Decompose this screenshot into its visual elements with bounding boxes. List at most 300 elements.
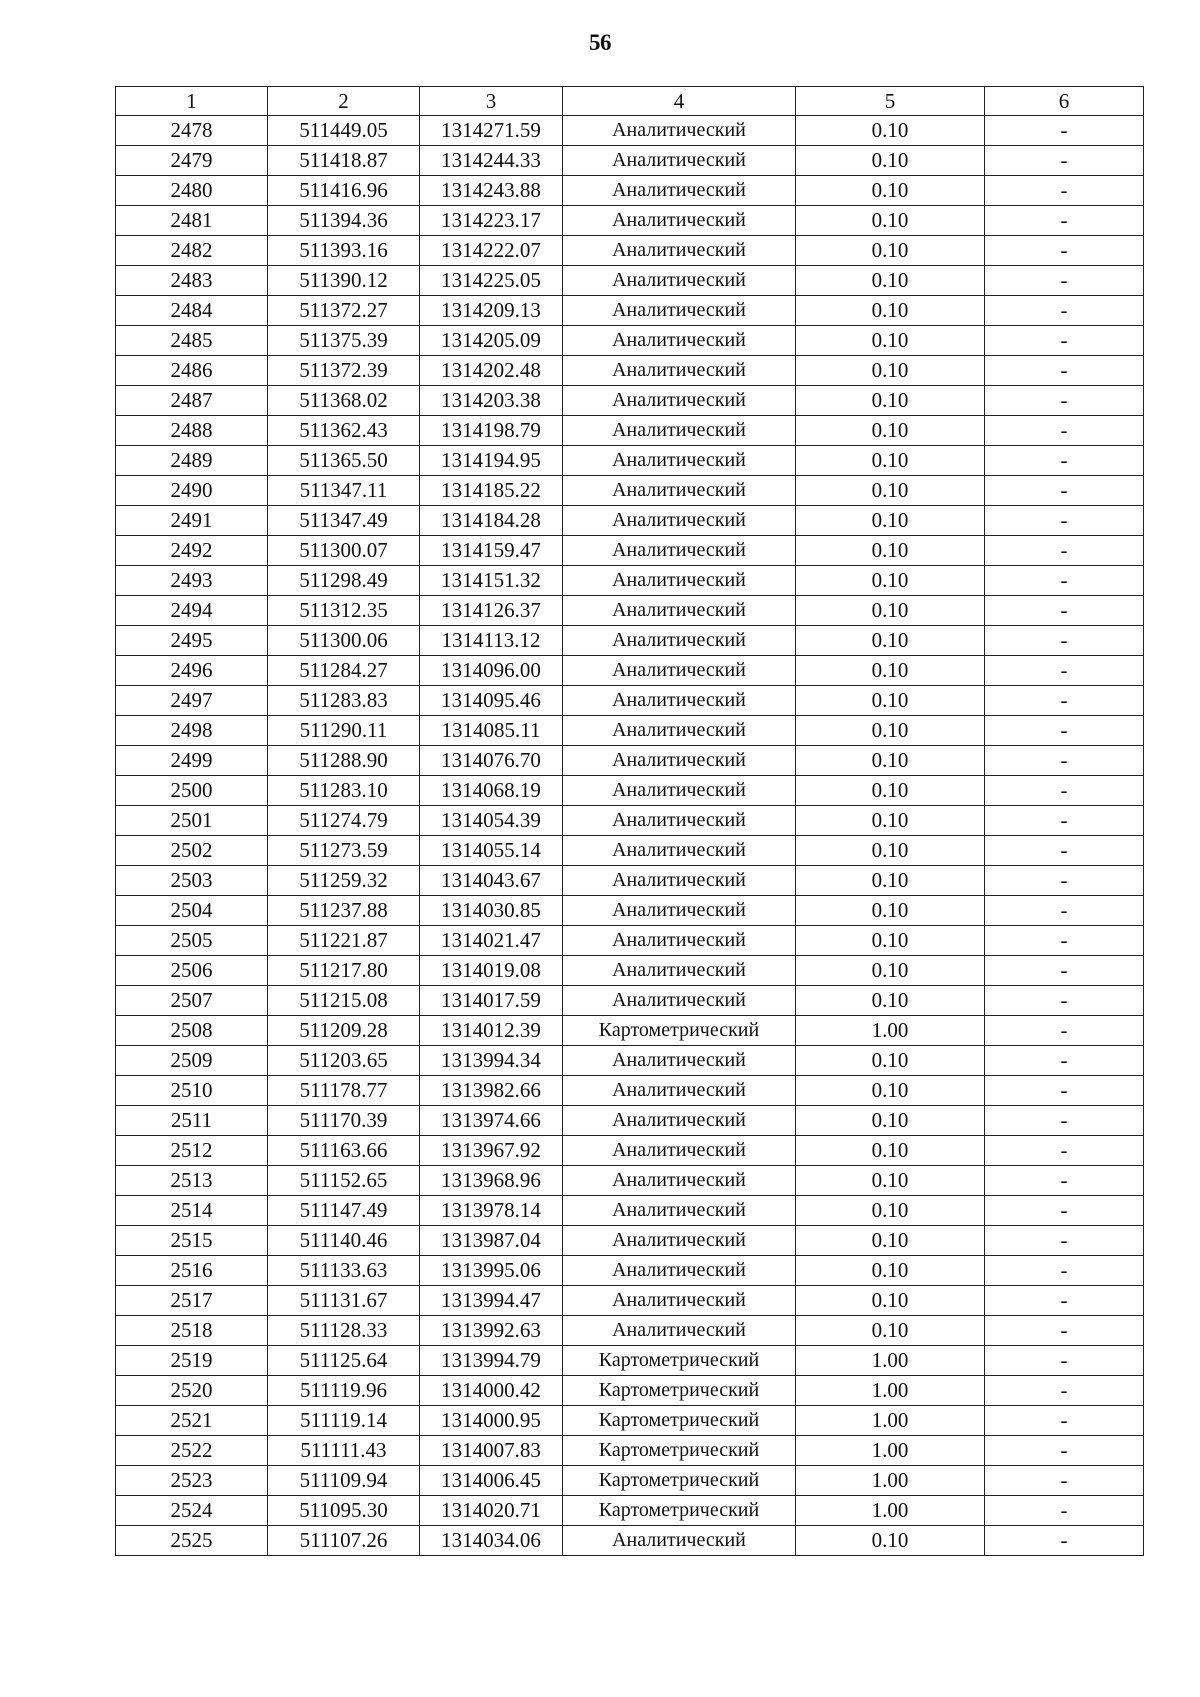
accuracy-cell: 0.10 xyxy=(796,1256,985,1286)
table-row xyxy=(116,1346,1144,1376)
x-coordinate-cell: 511393.16 xyxy=(268,236,420,266)
table-row xyxy=(116,116,1144,146)
method-cell: Аналитический xyxy=(563,1076,796,1106)
x-coordinate-cell: 511111.43 xyxy=(268,1436,420,1466)
method-cell: Аналитический xyxy=(563,1136,796,1166)
x-coordinate-cell: 511152.65 xyxy=(268,1166,420,1196)
point-number-cell: 2503 xyxy=(116,866,268,896)
accuracy-cell: 0.10 xyxy=(796,416,985,446)
point-number-cell: 2511 xyxy=(116,1106,268,1136)
accuracy-cell: 0.10 xyxy=(796,566,985,596)
note-cell: - xyxy=(985,1166,1144,1196)
note-cell: - xyxy=(985,1256,1144,1286)
x-coordinate-cell: 511095.30 xyxy=(268,1496,420,1526)
table-row xyxy=(116,446,1144,476)
note-cell: - xyxy=(985,266,1144,296)
method-cell: Аналитический xyxy=(563,1166,796,1196)
point-number-cell: 2483 xyxy=(116,266,268,296)
table-row xyxy=(116,1316,1144,1346)
method-cell: Аналитический xyxy=(563,476,796,506)
method-cell: Аналитический xyxy=(563,686,796,716)
note-cell: - xyxy=(985,866,1144,896)
table-row xyxy=(116,1526,1144,1556)
x-coordinate-cell: 511300.06 xyxy=(268,626,420,656)
y-coordinate-cell: 1314222.07 xyxy=(420,236,563,266)
table-row xyxy=(116,326,1144,356)
point-number-cell: 2489 xyxy=(116,446,268,476)
note-cell: - xyxy=(985,686,1144,716)
table-row xyxy=(116,536,1144,566)
point-number-cell: 2490 xyxy=(116,476,268,506)
note-cell: - xyxy=(985,356,1144,386)
x-coordinate-cell: 511274.79 xyxy=(268,806,420,836)
point-number-cell: 2482 xyxy=(116,236,268,266)
y-coordinate-cell: 1314095.46 xyxy=(420,686,563,716)
table-row xyxy=(116,1286,1144,1316)
accuracy-cell: 0.10 xyxy=(796,176,985,206)
x-coordinate-cell: 511365.50 xyxy=(268,446,420,476)
point-number-cell: 2487 xyxy=(116,386,268,416)
table-row xyxy=(116,1046,1144,1076)
y-coordinate-cell: 1314198.79 xyxy=(420,416,563,446)
table-row xyxy=(116,1496,1144,1526)
point-number-cell: 2512 xyxy=(116,1136,268,1166)
note-cell: - xyxy=(985,1136,1144,1166)
accuracy-cell: 1.00 xyxy=(796,1376,985,1406)
x-coordinate-cell: 511283.83 xyxy=(268,686,420,716)
accuracy-cell: 1.00 xyxy=(796,1466,985,1496)
y-coordinate-cell: 1313987.04 xyxy=(420,1226,563,1256)
point-number-cell: 2495 xyxy=(116,626,268,656)
x-coordinate-cell: 511300.07 xyxy=(268,536,420,566)
accuracy-cell: 0.10 xyxy=(796,1046,985,1076)
y-coordinate-cell: 1314012.39 xyxy=(420,1016,563,1046)
method-cell: Аналитический xyxy=(563,1526,796,1556)
note-cell: - xyxy=(985,506,1144,536)
method-cell: Аналитический xyxy=(563,656,796,686)
accuracy-cell: 0.10 xyxy=(796,866,985,896)
x-coordinate-cell: 511131.67 xyxy=(268,1286,420,1316)
accuracy-cell: 0.10 xyxy=(796,896,985,926)
y-coordinate-cell: 1314205.09 xyxy=(420,326,563,356)
point-number-cell: 2516 xyxy=(116,1256,268,1286)
accuracy-cell: 0.10 xyxy=(796,506,985,536)
table-row xyxy=(116,746,1144,776)
method-cell: Аналитический xyxy=(563,806,796,836)
x-coordinate-cell: 511217.80 xyxy=(268,956,420,986)
accuracy-cell: 0.10 xyxy=(796,1166,985,1196)
accuracy-cell: 0.10 xyxy=(796,356,985,386)
point-number-cell: 2494 xyxy=(116,596,268,626)
accuracy-cell: 0.10 xyxy=(796,1136,985,1166)
point-number-cell: 2480 xyxy=(116,176,268,206)
y-coordinate-cell: 1314085.11 xyxy=(420,716,563,746)
method-cell: Аналитический xyxy=(563,1226,796,1256)
x-coordinate-cell: 511418.87 xyxy=(268,146,420,176)
point-number-cell: 2515 xyxy=(116,1226,268,1256)
note-cell: - xyxy=(985,1436,1144,1466)
note-cell: - xyxy=(985,1076,1144,1106)
point-number-cell: 2498 xyxy=(116,716,268,746)
point-number-cell: 2521 xyxy=(116,1406,268,1436)
table-row xyxy=(116,836,1144,866)
y-coordinate-cell: 1314068.19 xyxy=(420,776,563,806)
accuracy-cell: 0.10 xyxy=(796,1316,985,1346)
point-number-cell: 2492 xyxy=(116,536,268,566)
column-header: 1 xyxy=(116,87,268,116)
x-coordinate-cell: 511288.90 xyxy=(268,746,420,776)
method-cell: Аналитический xyxy=(563,926,796,956)
table-row xyxy=(116,1226,1144,1256)
note-cell: - xyxy=(985,116,1144,146)
y-coordinate-cell: 1314185.22 xyxy=(420,476,563,506)
note-cell: - xyxy=(985,1376,1144,1406)
point-number-cell: 2484 xyxy=(116,296,268,326)
y-coordinate-cell: 1314019.08 xyxy=(420,956,563,986)
method-cell: Аналитический xyxy=(563,296,796,326)
x-coordinate-cell: 511347.11 xyxy=(268,476,420,506)
method-cell: Аналитический xyxy=(563,986,796,1016)
table-row xyxy=(116,416,1144,446)
x-coordinate-cell: 511215.08 xyxy=(268,986,420,1016)
x-coordinate-cell: 511163.66 xyxy=(268,1136,420,1166)
note-cell: - xyxy=(985,1346,1144,1376)
accuracy-cell: 0.10 xyxy=(796,926,985,956)
y-coordinate-cell: 1314020.71 xyxy=(420,1496,563,1526)
x-coordinate-cell: 511449.05 xyxy=(268,116,420,146)
x-coordinate-cell: 511221.87 xyxy=(268,926,420,956)
y-coordinate-cell: 1314000.42 xyxy=(420,1376,563,1406)
accuracy-cell: 1.00 xyxy=(796,1436,985,1466)
method-cell: Аналитический xyxy=(563,146,796,176)
x-coordinate-cell: 511237.88 xyxy=(268,896,420,926)
y-coordinate-cell: 1314076.70 xyxy=(420,746,563,776)
table-row xyxy=(116,236,1144,266)
y-coordinate-cell: 1313994.47 xyxy=(420,1286,563,1316)
point-number-cell: 2519 xyxy=(116,1346,268,1376)
y-coordinate-cell: 1314126.37 xyxy=(420,596,563,626)
point-number-cell: 2499 xyxy=(116,746,268,776)
note-cell: - xyxy=(985,296,1144,326)
page-number: 56 xyxy=(589,30,611,55)
point-number-cell: 2485 xyxy=(116,326,268,356)
method-cell: Аналитический xyxy=(563,446,796,476)
y-coordinate-cell: 1314096.00 xyxy=(420,656,563,686)
x-coordinate-cell: 511128.33 xyxy=(268,1316,420,1346)
x-coordinate-cell: 511372.27 xyxy=(268,296,420,326)
table-row xyxy=(116,1466,1144,1496)
point-number-cell: 2506 xyxy=(116,956,268,986)
table-row xyxy=(116,146,1144,176)
accuracy-cell: 0.10 xyxy=(796,446,985,476)
y-coordinate-cell: 1314007.83 xyxy=(420,1436,563,1466)
method-cell: Аналитический xyxy=(563,1316,796,1346)
point-number-cell: 2520 xyxy=(116,1376,268,1406)
y-coordinate-cell: 1314244.33 xyxy=(420,146,563,176)
accuracy-cell: 0.10 xyxy=(796,656,985,686)
method-cell: Картометрический xyxy=(563,1346,796,1376)
table-row xyxy=(116,806,1144,836)
note-cell: - xyxy=(985,716,1144,746)
accuracy-cell: 0.10 xyxy=(796,836,985,866)
table-row xyxy=(116,926,1144,956)
method-cell: Аналитический xyxy=(563,1256,796,1286)
point-number-cell: 2505 xyxy=(116,926,268,956)
note-cell: - xyxy=(985,1526,1144,1556)
x-coordinate-cell: 511283.10 xyxy=(268,776,420,806)
point-number-cell: 2479 xyxy=(116,146,268,176)
accuracy-cell: 1.00 xyxy=(796,1346,985,1376)
method-cell: Аналитический xyxy=(563,536,796,566)
accuracy-cell: 0.10 xyxy=(796,626,985,656)
table-row xyxy=(116,1166,1144,1196)
table-row xyxy=(116,506,1144,536)
point-number-cell: 2493 xyxy=(116,566,268,596)
table-row xyxy=(116,1076,1144,1106)
x-coordinate-cell: 511347.49 xyxy=(268,506,420,536)
x-coordinate-cell: 511375.39 xyxy=(268,326,420,356)
accuracy-cell: 0.10 xyxy=(796,1076,985,1106)
y-coordinate-cell: 1314159.47 xyxy=(420,536,563,566)
coordinates-table xyxy=(115,86,1144,1556)
point-number-cell: 2514 xyxy=(116,1196,268,1226)
note-cell: - xyxy=(985,416,1144,446)
column-header: 4 xyxy=(563,87,796,116)
y-coordinate-cell: 1313974.66 xyxy=(420,1106,563,1136)
method-cell: Аналитический xyxy=(563,1286,796,1316)
x-coordinate-cell: 511372.39 xyxy=(268,356,420,386)
note-cell: - xyxy=(985,926,1144,956)
y-coordinate-cell: 1313992.63 xyxy=(420,1316,563,1346)
y-coordinate-cell: 1313982.66 xyxy=(420,1076,563,1106)
accuracy-cell: 0.10 xyxy=(796,986,985,1016)
y-coordinate-cell: 1314113.12 xyxy=(420,626,563,656)
note-cell: - xyxy=(985,1226,1144,1256)
method-cell: Аналитический xyxy=(563,356,796,386)
table-row xyxy=(116,866,1144,896)
note-cell: - xyxy=(985,806,1144,836)
table-row xyxy=(116,476,1144,506)
table-row xyxy=(116,266,1144,296)
table-row xyxy=(116,776,1144,806)
table-row xyxy=(116,566,1144,596)
point-number-cell: 2524 xyxy=(116,1496,268,1526)
x-coordinate-cell: 511298.49 xyxy=(268,566,420,596)
note-cell: - xyxy=(985,776,1144,806)
y-coordinate-cell: 1314184.28 xyxy=(420,506,563,536)
accuracy-cell: 0.10 xyxy=(796,1226,985,1256)
method-cell: Аналитический xyxy=(563,626,796,656)
accuracy-cell: 0.10 xyxy=(796,686,985,716)
accuracy-cell: 0.10 xyxy=(796,146,985,176)
note-cell: - xyxy=(985,1466,1144,1496)
y-coordinate-cell: 1314151.32 xyxy=(420,566,563,596)
accuracy-cell: 0.10 xyxy=(796,206,985,236)
point-number-cell: 2517 xyxy=(116,1286,268,1316)
table-header-row xyxy=(116,87,1144,116)
note-cell: - xyxy=(985,956,1144,986)
method-cell: Аналитический xyxy=(563,326,796,356)
point-number-cell: 2507 xyxy=(116,986,268,1016)
note-cell: - xyxy=(985,746,1144,776)
table-row xyxy=(116,176,1144,206)
y-coordinate-cell: 1314017.59 xyxy=(420,986,563,1016)
accuracy-cell: 0.10 xyxy=(796,746,985,776)
accuracy-cell: 0.10 xyxy=(796,116,985,146)
table-row xyxy=(116,206,1144,236)
method-cell: Аналитический xyxy=(563,836,796,866)
y-coordinate-cell: 1314030.85 xyxy=(420,896,563,926)
method-cell: Аналитический xyxy=(563,716,796,746)
method-cell: Картометрический xyxy=(563,1406,796,1436)
accuracy-cell: 1.00 xyxy=(796,1496,985,1526)
table-row xyxy=(116,716,1144,746)
method-cell: Картометрический xyxy=(563,1436,796,1466)
method-cell: Аналитический xyxy=(563,776,796,806)
method-cell: Аналитический xyxy=(563,416,796,446)
y-coordinate-cell: 1314043.67 xyxy=(420,866,563,896)
table-row xyxy=(116,1256,1144,1286)
table-body xyxy=(116,116,1144,1556)
x-coordinate-cell: 511203.65 xyxy=(268,1046,420,1076)
table-row xyxy=(116,1376,1144,1406)
x-coordinate-cell: 511107.26 xyxy=(268,1526,420,1556)
point-number-cell: 2513 xyxy=(116,1166,268,1196)
method-cell: Картометрический xyxy=(563,1466,796,1496)
note-cell: - xyxy=(985,1196,1144,1226)
note-cell: - xyxy=(985,656,1144,686)
note-cell: - xyxy=(985,386,1144,416)
method-cell: Аналитический xyxy=(563,1196,796,1226)
method-cell: Аналитический xyxy=(563,1106,796,1136)
y-coordinate-cell: 1314209.13 xyxy=(420,296,563,326)
table-row xyxy=(116,896,1144,926)
note-cell: - xyxy=(985,596,1144,626)
y-coordinate-cell: 1313968.96 xyxy=(420,1166,563,1196)
x-coordinate-cell: 511394.36 xyxy=(268,206,420,236)
y-coordinate-cell: 1314203.38 xyxy=(420,386,563,416)
point-number-cell: 2497 xyxy=(116,686,268,716)
note-cell: - xyxy=(985,536,1144,566)
x-coordinate-cell: 511273.59 xyxy=(268,836,420,866)
y-coordinate-cell: 1314006.45 xyxy=(420,1466,563,1496)
y-coordinate-cell: 1313994.34 xyxy=(420,1046,563,1076)
x-coordinate-cell: 511290.11 xyxy=(268,716,420,746)
point-number-cell: 2496 xyxy=(116,656,268,686)
method-cell: Аналитический xyxy=(563,896,796,926)
method-cell: Картометрический xyxy=(563,1376,796,1406)
note-cell: - xyxy=(985,626,1144,656)
y-coordinate-cell: 1314225.05 xyxy=(420,266,563,296)
method-cell: Аналитический xyxy=(563,596,796,626)
x-coordinate-cell: 511259.32 xyxy=(268,866,420,896)
note-cell: - xyxy=(985,1316,1144,1346)
point-number-cell: 2500 xyxy=(116,776,268,806)
x-coordinate-cell: 511170.39 xyxy=(268,1106,420,1136)
y-coordinate-cell: 1314194.95 xyxy=(420,446,563,476)
accuracy-cell: 1.00 xyxy=(796,1406,985,1436)
y-coordinate-cell: 1314271.59 xyxy=(420,116,563,146)
x-coordinate-cell: 511416.96 xyxy=(268,176,420,206)
table-row xyxy=(116,296,1144,326)
table-row xyxy=(116,386,1144,416)
x-coordinate-cell: 511312.35 xyxy=(268,596,420,626)
accuracy-cell: 0.10 xyxy=(796,266,985,296)
point-number-cell: 2488 xyxy=(116,416,268,446)
table-row xyxy=(116,1436,1144,1466)
table-row xyxy=(116,1136,1144,1166)
method-cell: Аналитический xyxy=(563,236,796,266)
note-cell: - xyxy=(985,566,1144,596)
y-coordinate-cell: 1314000.95 xyxy=(420,1406,563,1436)
x-coordinate-cell: 511119.14 xyxy=(268,1406,420,1436)
accuracy-cell: 0.10 xyxy=(796,716,985,746)
column-header: 3 xyxy=(420,87,563,116)
x-coordinate-cell: 511140.46 xyxy=(268,1226,420,1256)
note-cell: - xyxy=(985,1016,1144,1046)
method-cell: Картометрический xyxy=(563,1016,796,1046)
y-coordinate-cell: 1313978.14 xyxy=(420,1196,563,1226)
y-coordinate-cell: 1313967.92 xyxy=(420,1136,563,1166)
note-cell: - xyxy=(985,446,1144,476)
point-number-cell: 2523 xyxy=(116,1466,268,1496)
y-coordinate-cell: 1313994.79 xyxy=(420,1346,563,1376)
method-cell: Аналитический xyxy=(563,116,796,146)
accuracy-cell: 0.10 xyxy=(796,476,985,506)
method-cell: Аналитический xyxy=(563,956,796,986)
note-cell: - xyxy=(985,896,1144,926)
y-coordinate-cell: 1314021.47 xyxy=(420,926,563,956)
accuracy-cell: 0.10 xyxy=(796,806,985,836)
x-coordinate-cell: 511362.43 xyxy=(268,416,420,446)
y-coordinate-cell: 1314054.39 xyxy=(420,806,563,836)
point-number-cell: 2486 xyxy=(116,356,268,386)
y-coordinate-cell: 1313995.06 xyxy=(420,1256,563,1286)
note-cell: - xyxy=(985,836,1144,866)
x-coordinate-cell: 511133.63 xyxy=(268,1256,420,1286)
point-number-cell: 2508 xyxy=(116,1016,268,1046)
method-cell: Аналитический xyxy=(563,176,796,206)
x-coordinate-cell: 511147.49 xyxy=(268,1196,420,1226)
note-cell: - xyxy=(985,1286,1144,1316)
x-coordinate-cell: 511209.28 xyxy=(268,1016,420,1046)
point-number-cell: 2522 xyxy=(116,1436,268,1466)
method-cell: Аналитический xyxy=(563,266,796,296)
point-number-cell: 2525 xyxy=(116,1526,268,1556)
note-cell: - xyxy=(985,146,1144,176)
accuracy-cell: 0.10 xyxy=(796,536,985,566)
table-row xyxy=(116,1016,1144,1046)
table-row xyxy=(116,1106,1144,1136)
x-coordinate-cell: 511109.94 xyxy=(268,1466,420,1496)
accuracy-cell: 0.10 xyxy=(796,296,985,326)
point-number-cell: 2491 xyxy=(116,506,268,536)
method-cell: Аналитический xyxy=(563,506,796,536)
table-row xyxy=(116,686,1144,716)
y-coordinate-cell: 1314223.17 xyxy=(420,206,563,236)
x-coordinate-cell: 511390.12 xyxy=(268,266,420,296)
table-row xyxy=(116,986,1144,1016)
y-coordinate-cell: 1314202.48 xyxy=(420,356,563,386)
accuracy-cell: 0.10 xyxy=(796,596,985,626)
note-cell: - xyxy=(985,326,1144,356)
note-cell: - xyxy=(985,206,1144,236)
accuracy-cell: 0.10 xyxy=(796,386,985,416)
accuracy-cell: 0.10 xyxy=(796,1286,985,1316)
note-cell: - xyxy=(985,986,1144,1016)
note-cell: - xyxy=(985,1046,1144,1076)
method-cell: Картометрический xyxy=(563,1496,796,1526)
